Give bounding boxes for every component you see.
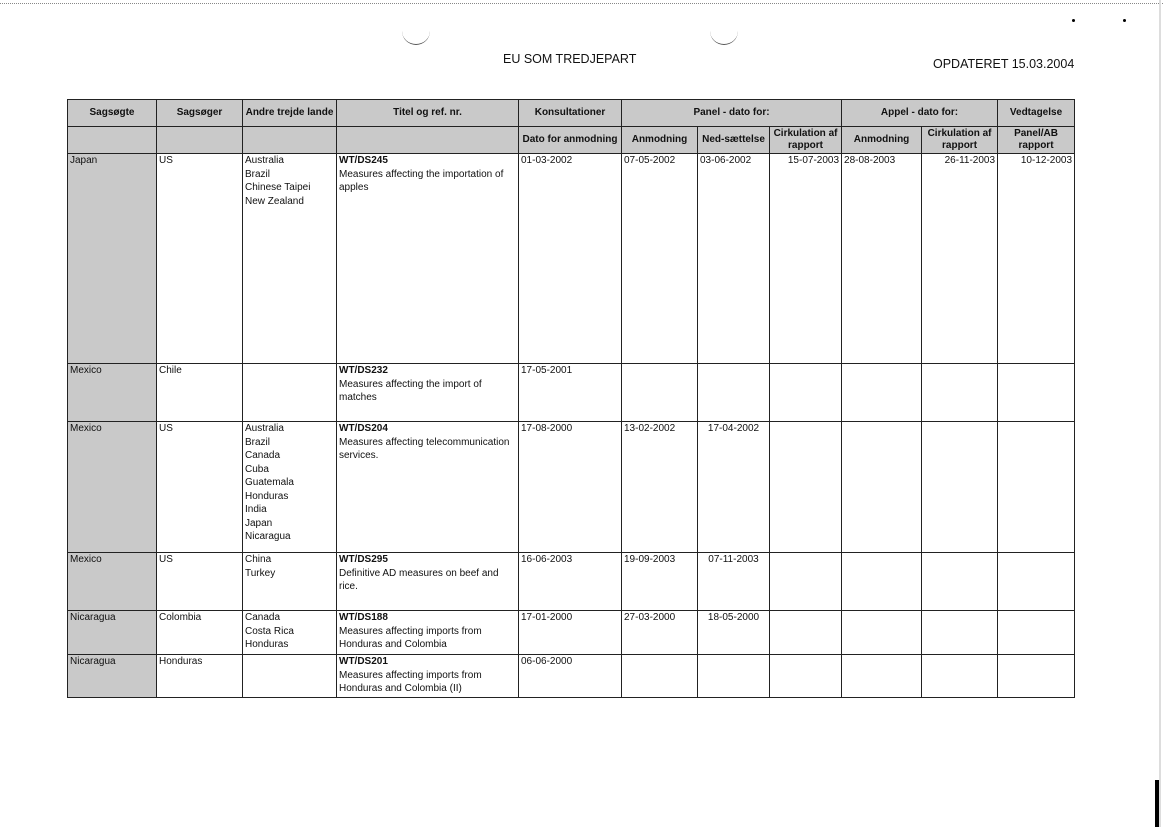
cell-andre-lande [243,364,337,422]
cell-sagsoger: US [157,154,243,364]
country: New Zealand [245,195,304,207]
case-title: Measures affecting imports from Honduras and Colombia [339,625,482,650]
cell-sagsogte: Mexico [68,422,157,553]
case-title: Definitive AD measures on beef and rice. [339,567,499,592]
cell-appel-anmodning [842,611,922,655]
cell-vedtagelse [998,364,1075,422]
cell-sagsogte: Japan [68,154,157,364]
col-panel: Panel - dato for: [622,100,842,127]
table-row [68,364,1075,422]
subcol-panel-ab-rapport: Panel/AB rapport [998,127,1075,154]
country: Canada [245,450,281,461]
cell-panel-cirkulation: 15-07-2003 [770,154,842,364]
cell-appel-cirkulation [922,364,998,422]
case-title: Measures affecting telecommunication services. [339,436,510,461]
scan-edge-mark [1155,780,1159,827]
cell-andre-lande [243,154,337,364]
case-ref: WT/DS204 [339,423,388,434]
cell-panel-anmodning [622,655,698,698]
country: Canada [245,612,281,623]
col-konsultationer: Konsultationer [519,100,622,127]
cell-panel-anmodning: 19-09-2003 [622,553,698,611]
cell-nedsaettelse: 18-05-2000 [698,611,770,655]
subcol-empty [243,127,337,154]
cell-panel-anmodning: 27-03-2000 [622,611,698,655]
cell-appel-anmodning [842,655,922,698]
country: India [245,504,267,515]
case-ref: WT/DS201 [339,656,388,667]
country: Chinese Taipei [245,182,311,193]
country: Brazil [245,168,271,180]
table-row [68,655,1075,698]
case-ref: WT/DS232 [339,365,388,376]
country: Nicaragua [245,531,291,542]
cell-dato: 01-03-2002 [519,154,622,364]
subcol-panel-anmodning: Anmodning [622,127,698,154]
cell-panel-cirkulation [770,611,842,655]
cell-appel-anmodning [842,553,922,611]
cell-appel-cirkulation [922,553,998,611]
scan-dot [1072,19,1075,22]
case-ref: WT/DS188 [339,612,388,623]
cell-titel [337,364,519,422]
cell-nedsaettelse: 17-04-2002 [698,422,770,553]
subcol-empty [157,127,243,154]
cell-dato: 17-08-2000 [519,422,622,553]
country: Honduras [245,490,289,502]
country: Australia [245,155,284,166]
subcol-empty [68,127,157,154]
cell-dato: 17-05-2001 [519,364,622,422]
cell-titel [337,422,519,553]
header-row-1 [68,100,1075,127]
country: Honduras [245,639,289,650]
cell-appel-cirkulation [922,611,998,655]
document-title: EU SOM TREDJEPART [503,52,637,66]
table-row [68,422,1075,553]
cases-table [67,99,1075,698]
case-ref: WT/DS295 [339,554,388,565]
cell-titel [337,553,519,611]
subcol-empty [337,127,519,154]
cell-appel-anmodning [842,422,922,553]
cell-appel-cirkulation [922,655,998,698]
punch-hole-mark-left [402,30,430,45]
scan-top-edge [0,3,1163,4]
cell-vedtagelse [998,655,1075,698]
cell-andre-lande [243,611,337,655]
col-sagsoger: Sagsøger [157,100,243,127]
subcol-panel-cirkulation: Cirkulation af rapport [770,127,842,154]
cell-nedsaettelse [698,655,770,698]
case-ref: WT/DS245 [339,155,388,166]
country: Costa Rica [245,625,294,637]
cell-sagsoger: US [157,553,243,611]
cell-panel-anmodning: 07-05-2002 [622,154,698,364]
cell-andre-lande [243,422,337,553]
country: Australia [245,423,284,434]
cell-andre-lande [243,655,337,698]
subcol-dato-anmodning: Dato for anmodning [519,127,622,154]
col-vedtagelse: Vedtagelse [998,100,1075,127]
cell-sagsoger: Colombia [157,611,243,655]
cell-panel-anmodning: 13-02-2002 [622,422,698,553]
country: Cuba [245,463,269,475]
col-titel: Titel og ref. nr. [337,100,519,127]
cell-nedsaettelse: 03-06-2002 [698,154,770,364]
country: Guatemala [245,477,294,488]
country: Brazil [245,436,271,448]
punch-hole-mark-right [710,30,738,45]
scan-dot [1123,19,1126,22]
subcol-appel-anmodning: Anmodning [842,127,922,154]
cell-dato: 17-01-2000 [519,611,622,655]
cell-appel-cirkulation [922,422,998,553]
country: Japan [245,517,273,529]
cell-appel-anmodning: 28-08-2003 [842,154,922,364]
case-title: Measures affecting imports from Honduras and Colombia (II) [339,669,482,694]
header-row-2 [68,127,1075,154]
cell-panel-cirkulation [770,553,842,611]
cell-panel-cirkulation [770,422,842,553]
table-row [68,553,1075,611]
updated-date: OPDATERET 15.03.2004 [933,57,1075,71]
cell-titel [337,611,519,655]
subcol-nedsaettelse: Ned-sættelse [698,127,770,154]
cell-titel [337,154,519,364]
country: China [245,554,272,565]
cell-nedsaettelse: 07-11-2003 [698,553,770,611]
cell-sagsoger: US [157,422,243,553]
cell-sagsoger: Honduras [157,655,243,698]
col-appel: Appel - dato for: [842,100,998,127]
cell-vedtagelse [998,422,1075,553]
cell-sagsogte: Nicaragua [68,655,157,698]
cell-sagsogte: Mexico [68,364,157,422]
col-sagsogte: Sagsøgte [68,100,157,127]
cell-sagsoger: Chile [157,364,243,422]
country: Turkey [245,567,276,579]
cell-panel-anmodning [622,364,698,422]
cell-panel-cirkulation [770,655,842,698]
cell-titel [337,655,519,698]
cell-sagsogte: Mexico [68,553,157,611]
cell-andre-lande [243,553,337,611]
cell-vedtagelse: 10-12-2003 [998,154,1075,364]
cell-vedtagelse [998,611,1075,655]
cell-panel-cirkulation [770,364,842,422]
table-row [68,154,1075,364]
col-andre-lande: Andre trejde lande [243,100,337,127]
cell-nedsaettelse [698,364,770,422]
cell-appel-anmodning [842,364,922,422]
subcol-appel-cirkulation: Cirkulation af rapport [922,127,998,154]
cell-dato: 06-06-2000 [519,655,622,698]
table-row [68,611,1075,655]
cell-sagsogte: Nicaragua [68,611,157,655]
case-title: Measures affecting the importation of apples [339,168,504,193]
case-title: Measures affecting the import of matches [339,378,482,403]
cell-appel-cirkulation: 26-11-2003 [922,154,998,364]
cell-vedtagelse [998,553,1075,611]
cell-dato: 16-06-2003 [519,553,622,611]
scan-right-edge [1159,0,1161,827]
